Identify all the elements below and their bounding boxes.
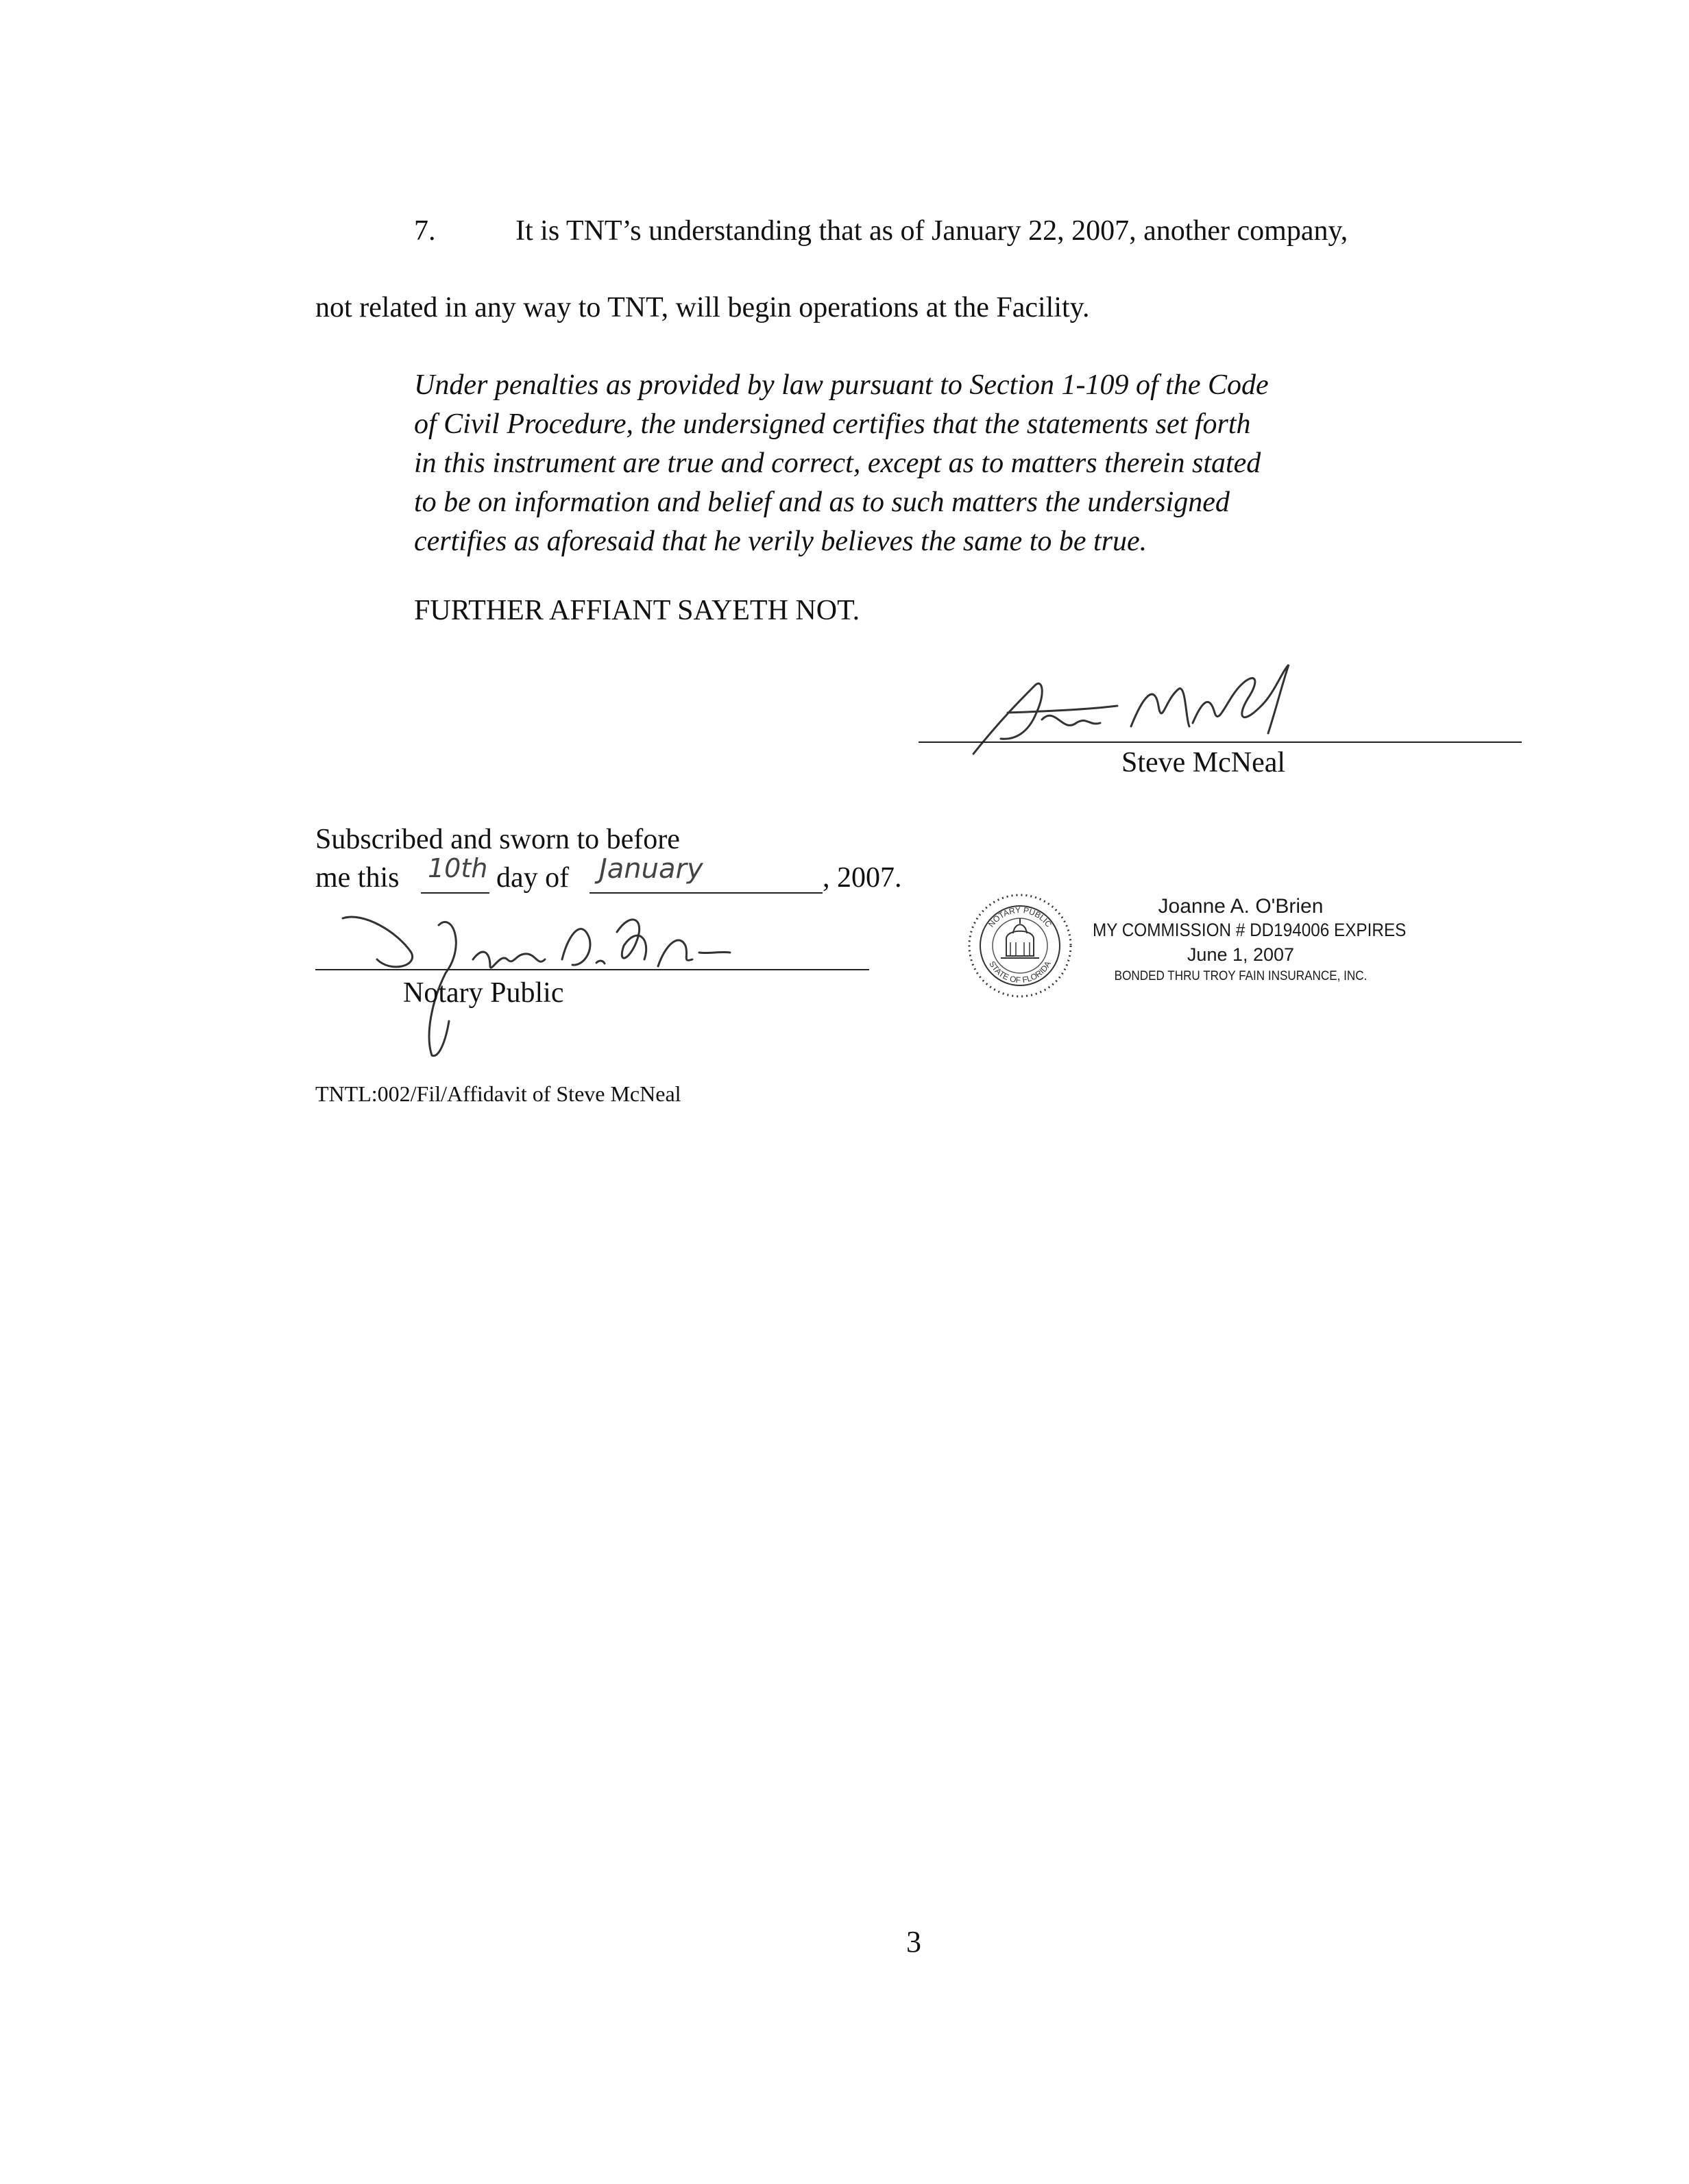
- certification-line: in this instrument are true and correct, except as to matters therein stated: [414, 447, 1261, 479]
- jurat-me-this: me this: [315, 862, 400, 894]
- svg-text:STATE OF FLORIDA: [987, 959, 1053, 985]
- jurat-line-1: Subscribed and sworn to before: [315, 824, 680, 855]
- paragraph-7-line-2: not related in any way to TNT, will begin operations at the Facility.: [315, 292, 1090, 323]
- paragraph-7-line-1: It is TNT’s understanding that as of January 22, 2007, another company,: [515, 215, 1348, 247]
- month-value: January: [599, 853, 703, 885]
- affiant-name: Steve McNeal: [1121, 747, 1286, 778]
- certification-line: of Civil Procedure, the undersigned certifies that the statements set forth: [414, 408, 1251, 440]
- notary-expiration: June 1, 2007: [1187, 944, 1295, 965]
- jurat-year: , 2007.: [823, 862, 902, 894]
- notary-signature-line: [315, 969, 869, 970]
- day-value: 10th: [428, 853, 488, 883]
- notary-name: Joanne A. O'Brien: [1158, 895, 1324, 918]
- paragraph-number: 7.: [414, 215, 436, 247]
- notary-commission: MY COMMISSION # DD194006 EXPIRES: [1093, 920, 1407, 940]
- page-number: 3: [906, 1925, 921, 1959]
- certification-line: certifies as aforesaid that he verily believes the same to be true.: [414, 526, 1147, 557]
- affiant-signature-line: [919, 741, 1522, 743]
- notary-bond: BONDED THRU TROY FAIN INSURANCE, INC.: [1114, 969, 1368, 983]
- further-affiant-statement: FURTHER AFFIANT SAYETH NOT.: [414, 595, 860, 626]
- svg-text:NOTARY PUBLIC: [986, 905, 1054, 929]
- certification-line: to be on information and belief and as to such matters the undersigned: [414, 487, 1230, 518]
- certification-block: [414, 366, 1456, 561]
- document-reference: TNTL:002/Fil/Affidavit of Steve McNeal: [315, 1081, 681, 1106]
- month-blank: [590, 892, 823, 894]
- day-blank: [421, 892, 489, 894]
- jurat-day-of: day of: [496, 862, 570, 894]
- affiant-signature: [960, 658, 1316, 761]
- notary-seal: [965, 891, 1075, 1001]
- seal-top-text: NOTARY PUBLIC: [986, 905, 1054, 929]
- certification-line: Under penalties as provided by law pursuant to Section 1-109 of the Code: [414, 369, 1269, 401]
- notary-public-label: Notary Public: [403, 977, 564, 1009]
- seal-bottom-text: STATE OF FLORIDA: [987, 959, 1053, 985]
